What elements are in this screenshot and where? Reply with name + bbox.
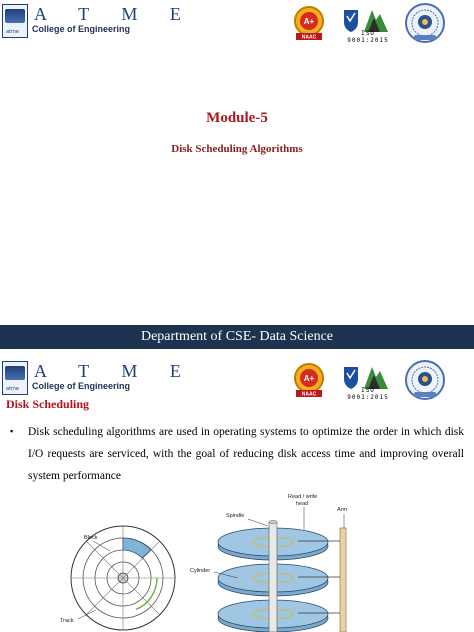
- logo-sub-text: atme: [6, 386, 19, 392]
- college-name: College of Engineering: [32, 381, 131, 391]
- body-paragraph: Disk scheduling algorithms are used in operating systems to optimize the order in which disk I/O requests are serviced, with the goal of reducing disk access time and improving overall system performance: [28, 426, 464, 482]
- iso-badge: [340, 363, 396, 401]
- bullet-icon: ▪: [10, 426, 14, 436]
- naac-label: NAAC: [301, 391, 317, 398]
- slide1-header: [0, 0, 474, 44]
- platter-top-view: [60, 526, 175, 630]
- spindle: [269, 522, 277, 632]
- naac-grade: A+: [303, 374, 315, 383]
- label-cylinder: Cylinder: [190, 568, 211, 574]
- naac-grade: A+: [303, 17, 315, 26]
- naac-label: NAAC: [301, 34, 317, 41]
- platter-stack-view: [190, 494, 348, 632]
- label-read-write-1: Read / write: [288, 494, 318, 500]
- label-spindle: Spindle: [226, 513, 245, 519]
- department-footer: Department of CSE- Data Science: [0, 325, 474, 349]
- label-block: Block: [84, 535, 98, 541]
- label-track: Track: [60, 618, 74, 624]
- slide-title: Module-5: [206, 110, 268, 126]
- logo-sub-text: atme: [6, 29, 19, 35]
- iso-text: ISO 9001:2015: [347, 30, 389, 44]
- college-name: College of Engineering: [32, 24, 131, 34]
- disk-structure-diagram: [48, 486, 368, 632]
- slide2-header: [0, 357, 474, 401]
- label-read-write-2: head: [296, 501, 309, 507]
- institution-seal-icon: [404, 359, 446, 401]
- logo-letters: A T M E: [34, 361, 195, 381]
- section-title: Disk Scheduling: [6, 397, 90, 411]
- iso-text: ISO 9001:2015: [347, 387, 389, 401]
- label-arm: Arm: [337, 507, 348, 513]
- arm-rail: [340, 528, 346, 632]
- naac-badge-icon: [290, 361, 328, 399]
- logo-letters: A T M E: [34, 4, 195, 24]
- atme-logo-icon: [2, 361, 28, 395]
- atme-logo-icon: [2, 4, 28, 38]
- iso-badge: [340, 6, 396, 44]
- slide-subtitle: Disk Scheduling Algorithms: [171, 143, 303, 155]
- naac-badge-icon: [290, 4, 328, 42]
- institution-seal-icon: [404, 2, 446, 44]
